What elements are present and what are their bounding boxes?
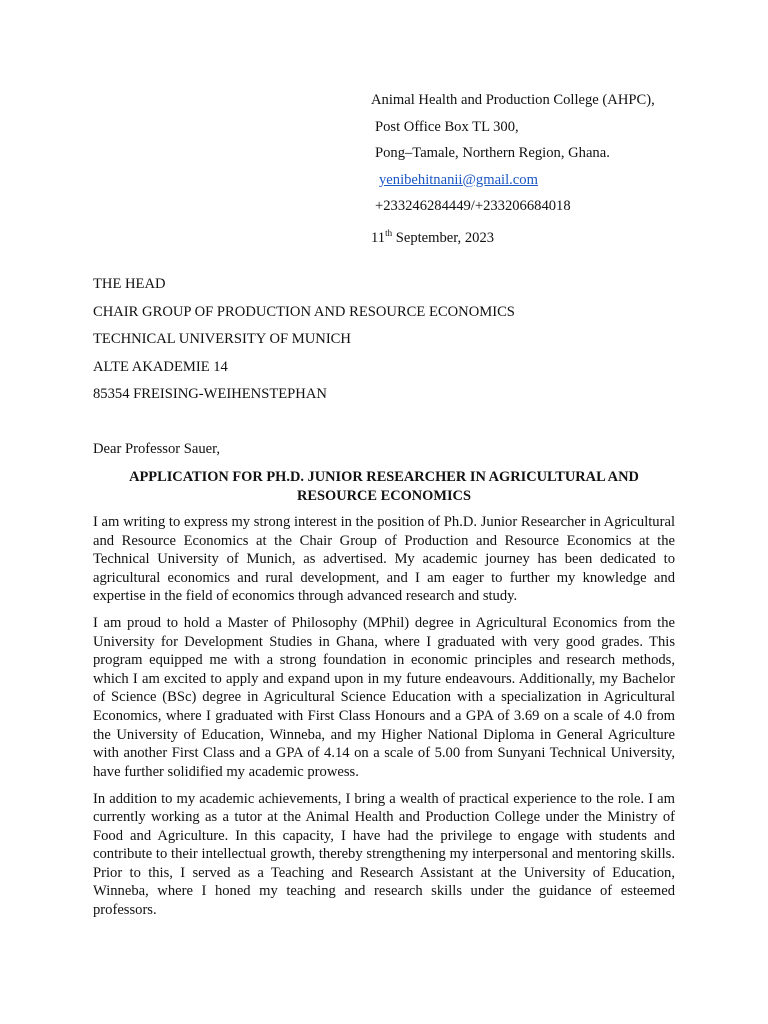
date-month-year: September, 2023 <box>392 229 495 246</box>
sender-address-block <box>371 87 655 251</box>
recipient-title: THE HEAD <box>93 276 166 292</box>
salutation: Dear Professor Sauer, <box>93 441 221 457</box>
sender-email-link[interactable]: yenibehitnanii@gmail.com <box>379 171 538 188</box>
recipient-postcode-city: 85354 FREISING-WEIHENSTEPHAN <box>93 386 327 403</box>
letter-date <box>371 220 655 251</box>
sender-po-box: Post Office Box TL 300, <box>375 118 519 135</box>
sender-institution: Animal Health and Production College (AHPC), <box>371 92 655 108</box>
subject-heading: APPLICATION FOR PH.D. JUNIOR RESEARCHER IN AGRICULTURAL AND RESOURCE ECONOMICS <box>129 469 639 504</box>
date-suffix: th <box>385 227 393 238</box>
recipient-department: CHAIR GROUP OF PRODUCTION AND RESOURCE ECONOMICS <box>93 303 515 320</box>
paragraph-interest: I am writing to express my strong interest in the position of Ph.D. Junior Researcher in Agricultural and Resource Economics at the Chair Group of Production and Resource Economics at the Technical University of Munich, as advertised. My academic journey has been dedicated to agricultural economics and rural development, and I am eager to further my knowledge and expertise in the field of economics through advanced research and study. <box>93 514 675 605</box>
letter-body <box>93 513 675 928</box>
date-day: 11 <box>371 229 386 246</box>
sender-phone: +233246284449/+233206684018 <box>375 198 571 215</box>
recipient-street: ALTE AKADEMIE 14 <box>93 358 228 375</box>
recipient-university: TECHNICAL UNIVERSITY OF MUNICH <box>93 331 351 348</box>
recipient-address-block <box>93 271 515 409</box>
sender-city: Pong–Tamale, Northern Region, Ghana. <box>375 145 610 162</box>
paragraph-education: I am proud to hold a Master of Philosophy (MPhil) degree in Agricultural Economics from the University for Development Studies in Ghana, where I graduated with very good grades. This program equipped me with a strong foundation in economic principles and research methods, which I am excited to apply and expand upon in my future endeavours. Additionally, my Bachelor of Science (BSc) degree in Agricultural Science Education with a specialization in Agricultural Economics, where I graduated with First Class Honours and a GPA of 3.69 on a scale of 4.0 from the University of Education, Winneba, and my Higher National Diploma in General Agriculture with another First Class and a GPA of 4.14 on a scale of 5.00 from Sunyani Technical University, have further solidified my academic prowess. <box>93 615 675 780</box>
paragraph-experience: In addition to my academic achievements, I bring a wealth of practical experience to the role. I am currently working as a tutor at the Animal Health and Production College under the Ministry of Food and Agriculture. In this capacity, I have had the privilege to engage with students and contribute to their intellectual growth, thereby strengthening my interpersonal and mentoring skills. Prior to this, I served as a Teaching and Research Assistant at the University of Education, Winneba, where I honed my teaching and research skills under the guidance of esteemed professors. <box>93 790 675 918</box>
